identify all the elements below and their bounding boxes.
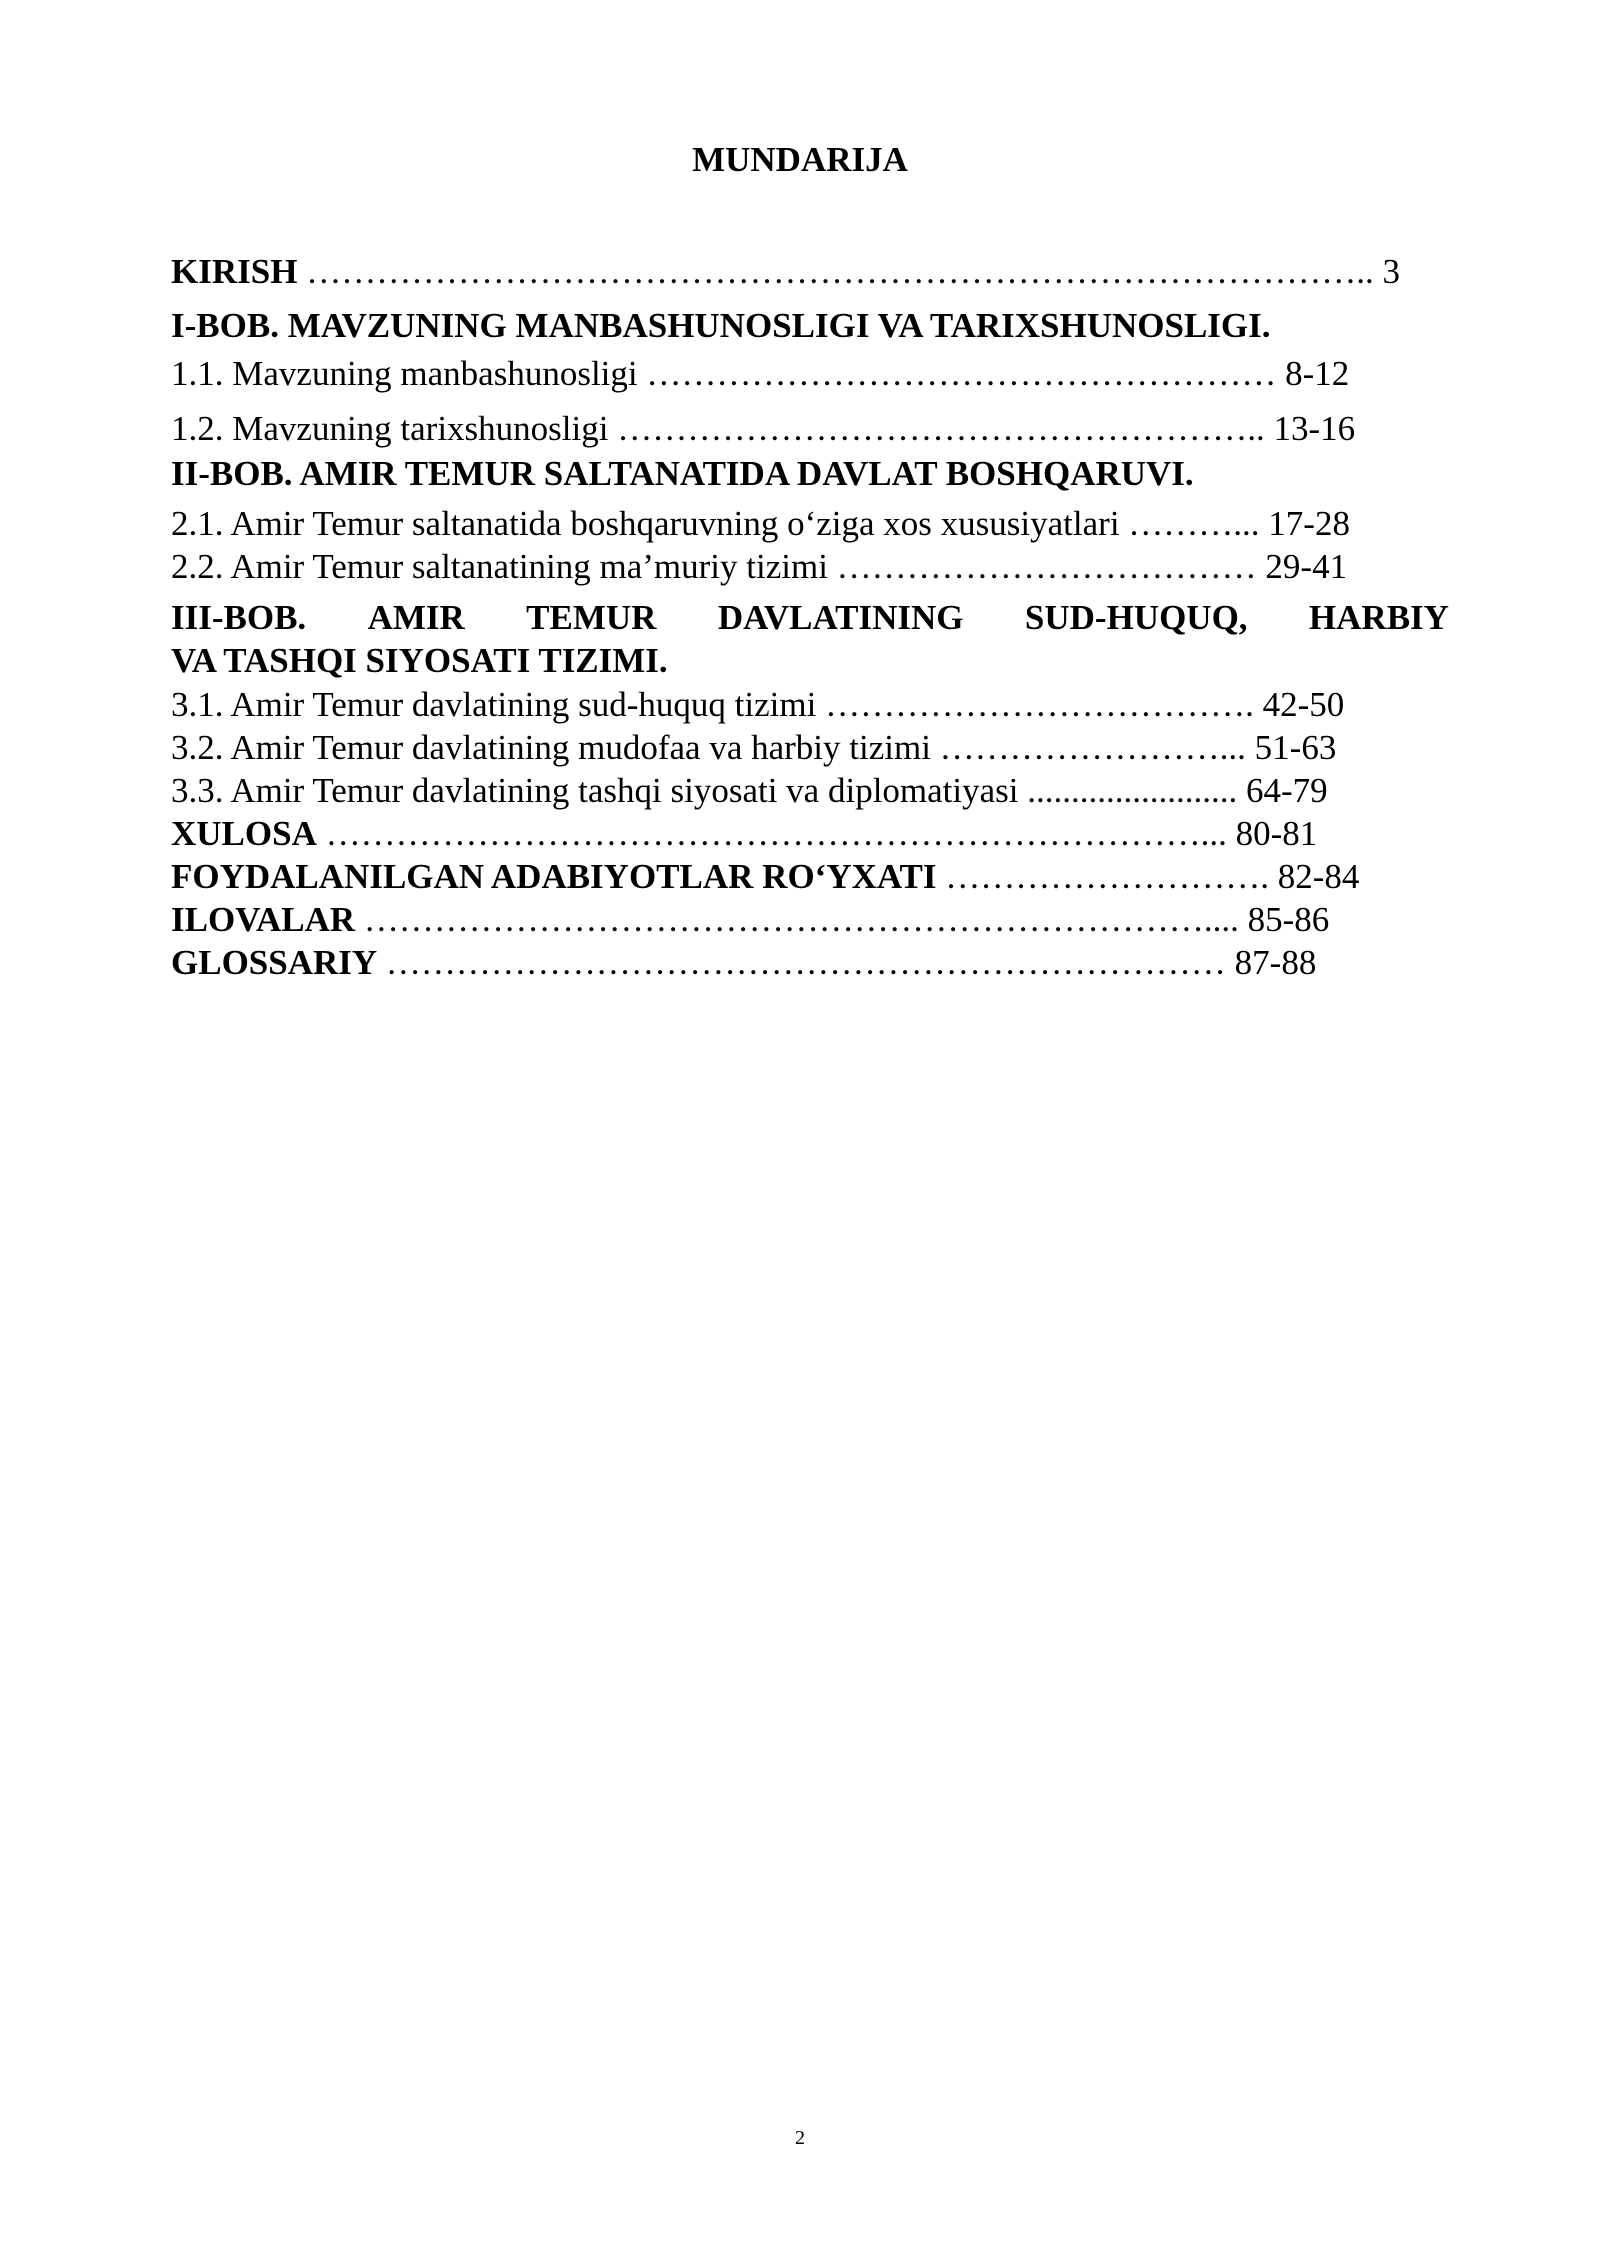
chapter-heading-3-word: SUD-HUQUQ, xyxy=(1024,598,1248,637)
toc-entry-leader: ………………………. 82-84 xyxy=(945,857,1360,896)
chapter-heading-3-line2: VA TASHQI SIYOSATI TIZIMI. xyxy=(171,641,668,680)
toc-entry-label: XULOSA xyxy=(171,814,317,853)
chapter-heading-3-word: TEMUR xyxy=(526,598,657,637)
toc-entry-2-2: 2.2. Amir Temur saltanatining ma’muriy tizimi ……………………………… 29-41 xyxy=(171,547,1348,586)
chapter-heading-1: I-BOB. MAVZUNING MANBASHUNOSLIGI VA TARIXSHUNOSLIGI. xyxy=(171,306,1271,345)
chapter-heading-3-word: AMIR xyxy=(367,598,465,637)
toc-entry-3-2: 3.2. Amir Temur davlatining mudofaa va harbiy tizimi ……………………... 51-63 xyxy=(171,728,1337,767)
toc-entry-1-2: 1.2. Mavzuning tarixshunosligi ……………………………………………….. 13-16 xyxy=(171,409,1356,448)
toc-entry-xulosa xyxy=(171,813,1317,855)
toc-entry-label: GLOSSARIY xyxy=(171,943,378,982)
toc-entry-leader: ……………………………………………………………….... 85-86 xyxy=(363,900,1330,939)
toc-entry-label: ILOVALAR xyxy=(171,900,356,939)
chapter-heading-3-word: HARBIY xyxy=(1308,598,1449,637)
toc-entry-leader: …………………………………………………………………... 80-81 xyxy=(325,814,1318,853)
toc-entry-3-1: 3.1. Amir Temur davlatining sud-huquq tizimi ………………………………. 42-50 xyxy=(171,685,1345,724)
toc-entry-foydalanilgan xyxy=(171,856,1359,898)
toc-entry-glossariy xyxy=(171,942,1316,984)
toc-entry-label: KIRISH xyxy=(171,252,298,291)
toc-entry-1-1: 1.1. Mavzuning manbashunosligi ……………………………………………… 8-12 xyxy=(171,354,1350,393)
page-title: MUNDARIJA xyxy=(692,140,908,179)
page-number: 2 xyxy=(795,2127,805,2149)
toc-entry-3-3: 3.3. Amir Temur davlatining tashqi siyosati va diplomatiyasi ........................ 64-79 xyxy=(171,771,1328,810)
chapter-heading-3-word: III-BOB. xyxy=(171,598,307,637)
toc-entry-leader: ……………………………………………………………………………….. 3 xyxy=(306,252,1400,291)
chapter-heading-3 xyxy=(171,597,1449,639)
toc-entry-kirish xyxy=(171,251,1400,293)
chapter-heading-3-word: DAVLATINING xyxy=(717,598,964,637)
chapter-heading-2: II-BOB. AMIR TEMUR SALTANATIDA DAVLAT BOSHQARUVI. xyxy=(171,454,1194,493)
toc-entry-2-1: 2.1. Amir Temur saltanatida boshqaruvning o‘ziga xos xususiyatlari ………... 17-28 xyxy=(171,504,1350,543)
toc-entry-ilovalar xyxy=(171,899,1329,941)
toc-entry-label: FOYDALANILGAN ADABIYOTLAR RO‘YXATI xyxy=(171,857,937,896)
toc-entry-leader: ……………………………………………………………… 87-88 xyxy=(385,943,1317,982)
